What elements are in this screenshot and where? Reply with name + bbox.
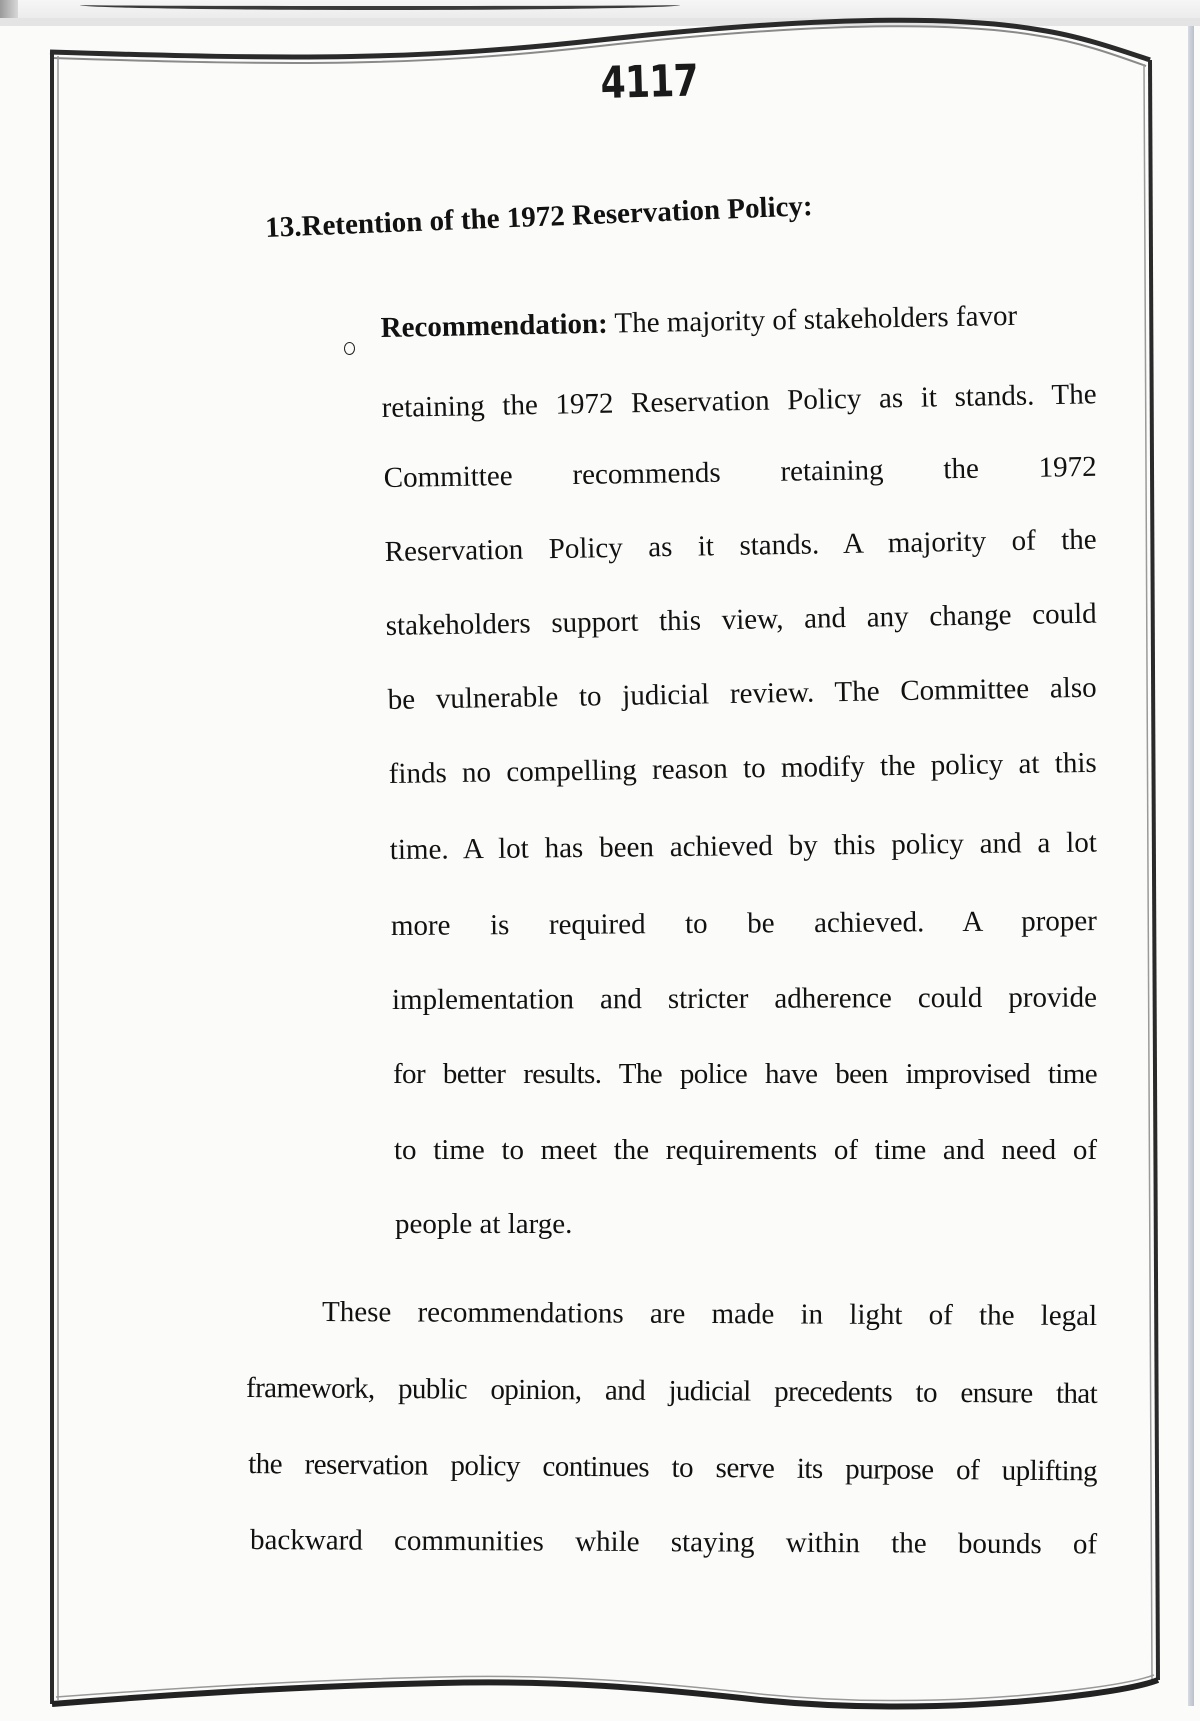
- body-line: time. A lot has been achieved by this policy and a lot: [389, 826, 1097, 867]
- recommendation-text: The majority of stakeholders favor: [607, 299, 1018, 340]
- body-line: to time to meet the requirements of time and need of: [394, 1134, 1097, 1166]
- previous-page-edge: [0, 0, 1200, 18]
- body-line: Committee recommends retaining the 1972: [383, 450, 1097, 495]
- previous-page-border: [80, 0, 680, 10]
- closing-paragraph-line: the reservation policy continues to serve its purpose of uplifting: [248, 1448, 1098, 1488]
- body-line: people at large.: [395, 1208, 573, 1240]
- body-line: more is required to be achieved. A proper: [390, 905, 1097, 942]
- page-gap: [0, 18, 1200, 26]
- body-line: retaining the 1972 Reservation Policy as it stands. The: [381, 378, 1097, 425]
- body-line: implementation and stricter adherence could provide: [391, 981, 1097, 1016]
- body-line: be vulnerable to judicial review. The Committee also: [387, 671, 1097, 717]
- page-edge-shadow: [1188, 26, 1194, 1706]
- body-line: stakeholders support this view, and any change could: [385, 597, 1097, 643]
- body-line: finds no compelling reason to modify the policy at this: [388, 746, 1097, 791]
- previous-page-corner: [0, 0, 18, 18]
- hollow-circle-bullet-icon: [344, 342, 355, 355]
- closing-paragraph-line: backward communities while staying within the bounds of: [250, 1524, 1098, 1561]
- closing-paragraph-line: framework, public opinion, and judicial precedents to ensure that: [246, 1372, 1098, 1410]
- body-line: for better results. The police have been improvised time: [393, 1058, 1097, 1090]
- body-line: Reservation Policy as it stands. A majority of the: [384, 523, 1097, 569]
- page-number: 4117: [600, 55, 699, 109]
- recommendation-label: Recommendation:: [380, 307, 609, 345]
- closing-paragraph-line: These recommendations are made in light of the legal: [322, 1296, 1098, 1333]
- section-heading: 13.Retention of the 1972 Reservation Policy:: [264, 190, 814, 245]
